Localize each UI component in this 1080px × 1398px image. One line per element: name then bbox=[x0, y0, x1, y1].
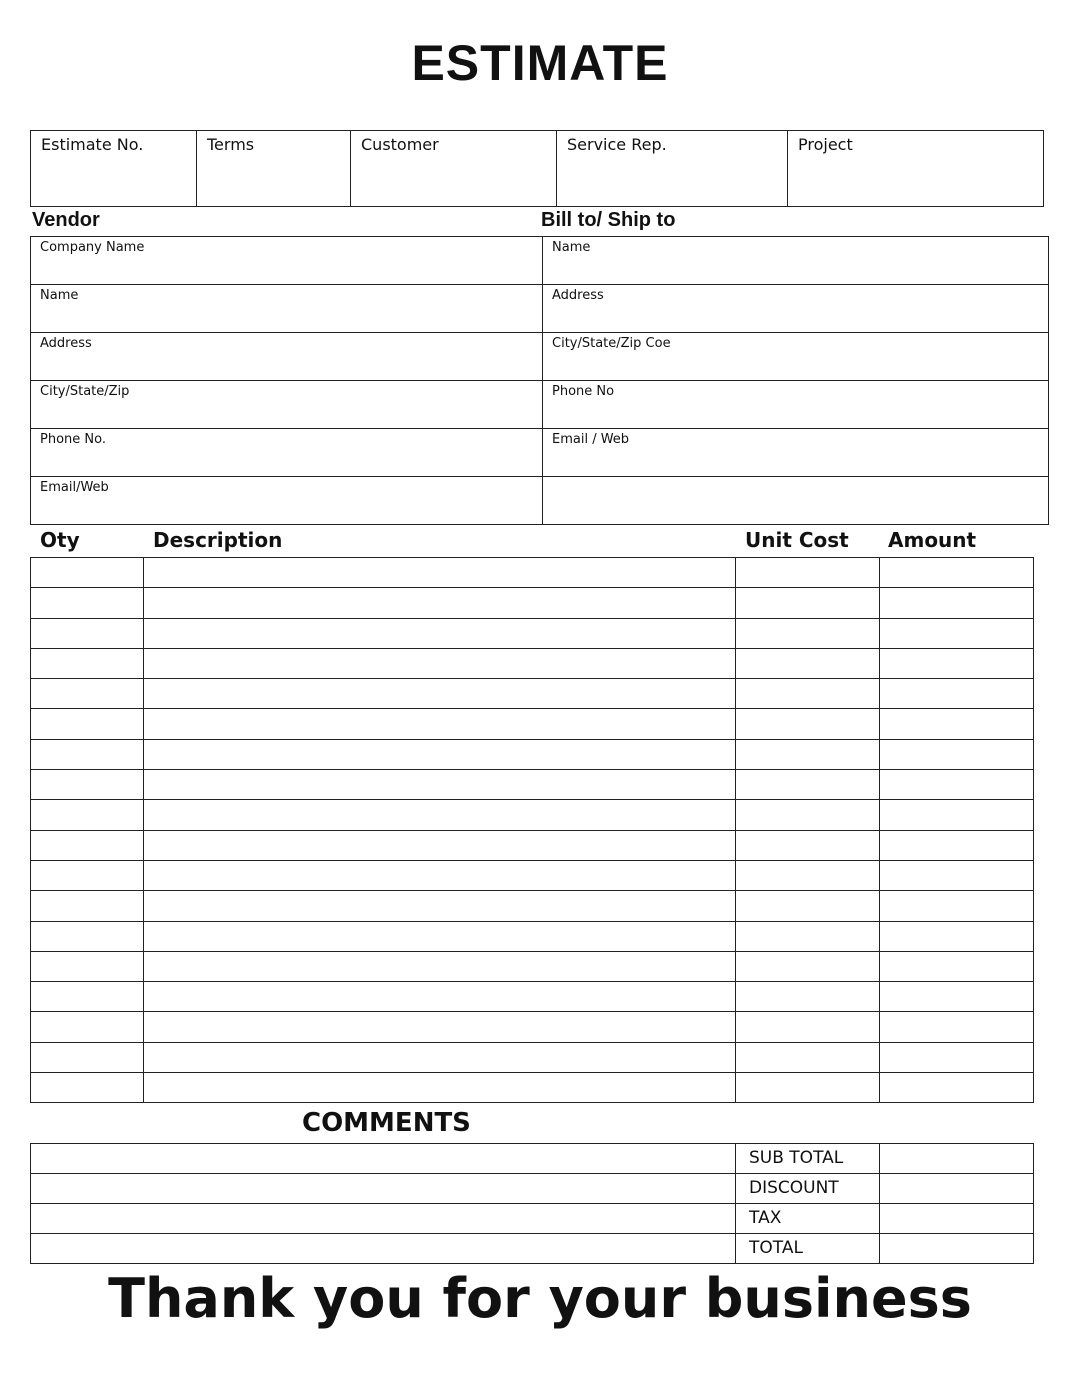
billto-city-state-zip-field[interactable]: City/State/Zip Coe bbox=[543, 333, 1049, 381]
description-cell[interactable] bbox=[144, 679, 736, 709]
unit-cost-cell[interactable] bbox=[736, 982, 880, 1012]
unit-cost-cell[interactable] bbox=[736, 921, 880, 951]
subtotal-value-field[interactable] bbox=[880, 1144, 1034, 1174]
amount-cell[interactable] bbox=[880, 618, 1034, 648]
amount-cell[interactable] bbox=[880, 739, 1034, 769]
unit-cost-cell[interactable] bbox=[736, 860, 880, 890]
totals-row bbox=[31, 1144, 1034, 1174]
amount-cell[interactable] bbox=[880, 770, 1034, 800]
line-item-row bbox=[31, 709, 1034, 739]
billto-address-field[interactable]: Address bbox=[543, 285, 1049, 333]
line-item-row bbox=[31, 860, 1034, 890]
party-row bbox=[31, 285, 1049, 333]
unit-cost-cell[interactable] bbox=[736, 800, 880, 830]
unit-cost-cell[interactable] bbox=[736, 709, 880, 739]
description-cell[interactable] bbox=[144, 951, 736, 981]
unit-cost-cell[interactable] bbox=[736, 588, 880, 618]
qty-cell[interactable] bbox=[31, 770, 144, 800]
amount-cell[interactable] bbox=[880, 648, 1034, 678]
amount-cell[interactable] bbox=[880, 860, 1034, 890]
line-item-row bbox=[31, 770, 1034, 800]
line-items-body bbox=[31, 558, 1034, 1103]
unit-cost-column-header: Unit Cost bbox=[745, 528, 849, 552]
billto-email-web-field[interactable]: Email / Web bbox=[543, 429, 1049, 477]
thank-you-footer: Thank you for your business bbox=[108, 1267, 972, 1330]
vendor-name-field[interactable]: Name bbox=[31, 285, 543, 333]
description-cell[interactable] bbox=[144, 800, 736, 830]
line-item-row bbox=[31, 618, 1034, 648]
totals-row bbox=[31, 1204, 1034, 1234]
qty-cell[interactable] bbox=[31, 800, 144, 830]
amount-cell[interactable] bbox=[880, 891, 1034, 921]
qty-cell[interactable] bbox=[31, 1012, 144, 1042]
qty-cell[interactable] bbox=[31, 679, 144, 709]
estimate-no-field[interactable]: Estimate No. bbox=[31, 131, 197, 207]
line-item-row bbox=[31, 982, 1034, 1012]
qty-cell[interactable] bbox=[31, 618, 144, 648]
qty-cell[interactable] bbox=[31, 830, 144, 860]
qty-cell[interactable] bbox=[31, 982, 144, 1012]
qty-cell[interactable] bbox=[31, 739, 144, 769]
header-fields-row bbox=[31, 131, 1044, 207]
header-fields-table bbox=[30, 130, 1044, 207]
bill-to-heading: Bill to/ Ship to bbox=[541, 209, 676, 231]
billto-phone-field[interactable]: Phone No bbox=[543, 381, 1049, 429]
line-item-row bbox=[31, 739, 1034, 769]
line-items-table bbox=[30, 557, 1034, 1103]
unit-cost-cell[interactable] bbox=[736, 1012, 880, 1042]
amount-cell[interactable] bbox=[880, 1042, 1034, 1072]
billto-name-field[interactable]: Name bbox=[543, 237, 1049, 285]
line-item-row bbox=[31, 1012, 1034, 1042]
description-column-header: Description bbox=[153, 528, 283, 552]
line-item-row bbox=[31, 679, 1034, 709]
unit-cost-cell[interactable] bbox=[736, 770, 880, 800]
line-item-row bbox=[31, 800, 1034, 830]
amount-cell[interactable] bbox=[880, 982, 1034, 1012]
description-cell[interactable] bbox=[144, 1012, 736, 1042]
amount-cell[interactable] bbox=[880, 709, 1034, 739]
amount-cell[interactable] bbox=[880, 921, 1034, 951]
party-row bbox=[31, 477, 1049, 525]
discount-label: DISCOUNT bbox=[736, 1174, 880, 1204]
amount-column-header: Amount bbox=[888, 528, 977, 552]
comment-line[interactable] bbox=[31, 1234, 736, 1264]
vendor-billto-table bbox=[30, 236, 1049, 525]
qty-cell[interactable] bbox=[31, 1042, 144, 1072]
qty-cell[interactable] bbox=[31, 921, 144, 951]
terms-field[interactable]: Terms bbox=[197, 131, 351, 207]
subtotal-label: SUB TOTAL bbox=[736, 1144, 880, 1174]
unit-cost-cell[interactable] bbox=[736, 1042, 880, 1072]
line-item-row bbox=[31, 1042, 1034, 1072]
unit-cost-cell[interactable] bbox=[736, 679, 880, 709]
unit-cost-cell[interactable] bbox=[736, 891, 880, 921]
description-cell[interactable] bbox=[144, 982, 736, 1012]
tax-label: TAX bbox=[736, 1204, 880, 1234]
unit-cost-cell[interactable] bbox=[736, 558, 880, 588]
unit-cost-cell[interactable] bbox=[736, 1073, 880, 1103]
amount-cell[interactable] bbox=[880, 1073, 1034, 1103]
description-cell[interactable] bbox=[144, 709, 736, 739]
document-title: ESTIMATE bbox=[411, 35, 669, 91]
discount-value-field[interactable] bbox=[880, 1174, 1034, 1204]
line-item-row bbox=[31, 558, 1034, 588]
totals-row bbox=[31, 1234, 1034, 1264]
totals-row bbox=[31, 1174, 1034, 1204]
qty-cell[interactable] bbox=[31, 648, 144, 678]
line-item-row bbox=[31, 951, 1034, 981]
description-cell[interactable] bbox=[144, 618, 736, 648]
service-rep-field[interactable]: Service Rep. bbox=[557, 131, 788, 207]
line-item-row bbox=[31, 648, 1034, 678]
amount-cell[interactable] bbox=[880, 800, 1034, 830]
amount-cell[interactable] bbox=[880, 588, 1034, 618]
line-item-row bbox=[31, 891, 1034, 921]
qty-column-header: Oty bbox=[40, 528, 80, 552]
vendor-address-field[interactable]: Address bbox=[31, 333, 543, 381]
tax-value-field[interactable] bbox=[880, 1204, 1034, 1234]
amount-cell[interactable] bbox=[880, 951, 1034, 981]
line-item-row bbox=[31, 588, 1034, 618]
unit-cost-cell[interactable] bbox=[736, 618, 880, 648]
line-item-row bbox=[31, 830, 1034, 860]
amount-cell[interactable] bbox=[880, 1012, 1034, 1042]
customer-field[interactable]: Customer bbox=[351, 131, 557, 207]
description-cell[interactable] bbox=[144, 588, 736, 618]
unit-cost-cell[interactable] bbox=[736, 830, 880, 860]
description-cell[interactable] bbox=[144, 891, 736, 921]
project-field[interactable]: Project bbox=[788, 131, 1044, 207]
qty-cell[interactable] bbox=[31, 951, 144, 981]
total-value-field[interactable] bbox=[880, 1234, 1034, 1264]
party-row bbox=[31, 237, 1049, 285]
party-row bbox=[31, 381, 1049, 429]
qty-cell[interactable] bbox=[31, 588, 144, 618]
total-label: TOTAL bbox=[736, 1234, 880, 1264]
qty-cell[interactable] bbox=[31, 860, 144, 890]
vendor-company-name-field[interactable]: Company Name bbox=[31, 237, 543, 285]
billto-blank-field[interactable] bbox=[543, 477, 1049, 525]
vendor-city-state-zip-field[interactable]: City/State/Zip bbox=[31, 381, 543, 429]
description-cell[interactable] bbox=[144, 921, 736, 951]
vendor-phone-field[interactable]: Phone No. bbox=[31, 429, 543, 477]
description-cell[interactable] bbox=[144, 1073, 736, 1103]
vendor-email-web-field[interactable]: Email/Web bbox=[31, 477, 543, 525]
vendor-heading: Vendor bbox=[32, 209, 100, 231]
description-cell[interactable] bbox=[144, 1042, 736, 1072]
party-row bbox=[31, 429, 1049, 477]
description-cell[interactable] bbox=[144, 860, 736, 890]
party-row bbox=[31, 333, 1049, 381]
description-cell[interactable] bbox=[144, 739, 736, 769]
comment-line[interactable] bbox=[31, 1144, 736, 1174]
unit-cost-cell[interactable] bbox=[736, 648, 880, 678]
amount-cell[interactable] bbox=[880, 679, 1034, 709]
comment-line[interactable] bbox=[31, 1204, 736, 1234]
description-cell[interactable] bbox=[144, 648, 736, 678]
comment-line[interactable] bbox=[31, 1174, 736, 1204]
amount-cell[interactable] bbox=[880, 558, 1034, 588]
comments-totals-table bbox=[30, 1143, 1034, 1264]
description-cell[interactable] bbox=[144, 830, 736, 860]
description-cell[interactable] bbox=[144, 770, 736, 800]
qty-cell[interactable] bbox=[31, 558, 144, 588]
qty-cell[interactable] bbox=[31, 1073, 144, 1103]
line-item-row bbox=[31, 1073, 1034, 1103]
line-item-row bbox=[31, 921, 1034, 951]
qty-cell[interactable] bbox=[31, 709, 144, 739]
qty-cell[interactable] bbox=[31, 891, 144, 921]
unit-cost-cell[interactable] bbox=[736, 739, 880, 769]
description-cell[interactable] bbox=[144, 558, 736, 588]
comments-heading: COMMENTS bbox=[302, 1108, 471, 1138]
amount-cell[interactable] bbox=[880, 830, 1034, 860]
unit-cost-cell[interactable] bbox=[736, 951, 880, 981]
